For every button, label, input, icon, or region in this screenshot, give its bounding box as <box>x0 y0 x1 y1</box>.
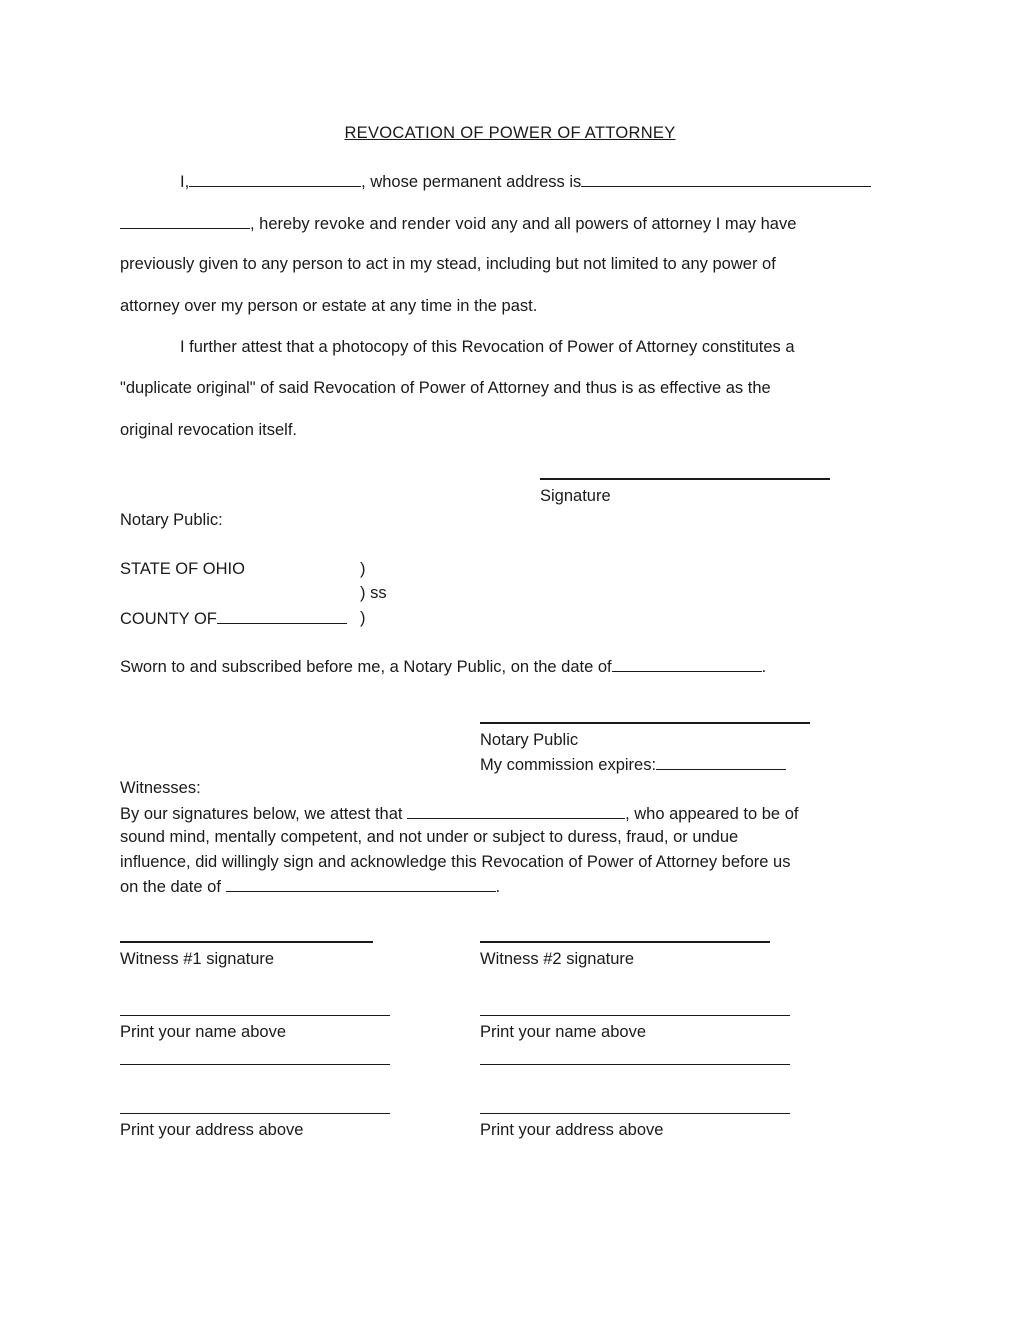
witness1-signature-label: Witness #1 signature <box>120 950 275 968</box>
witness1-address-line-2[interactable] <box>120 1113 390 1114</box>
para1-i-text: I, <box>180 173 190 191</box>
sworn-line <box>120 656 766 677</box>
name-blank[interactable] <box>189 171 361 187</box>
principal-name-blank[interactable] <box>407 803 625 819</box>
witness2-name-line[interactable] <box>480 1015 790 1016</box>
venue-paren-ss: ) ss <box>360 584 387 602</box>
signature-label: Signature <box>540 487 611 505</box>
witness2-address-line-1[interactable] <box>480 1064 790 1065</box>
witness2-name-label: Print your name above <box>480 1023 647 1041</box>
para1-rest-text: any and all powers of attorney I may have <box>486 215 797 233</box>
witnesses-line1-start: By our signatures below, we attest that <box>120 805 408 823</box>
witness2-signature-line[interactable] <box>480 941 770 943</box>
witness1-address-label: Print your address above <box>120 1121 304 1139</box>
para2-line1: I further attest that a photocopy of this Revocation of Power of Attorney constitutes a <box>180 338 795 356</box>
notary-heading: Notary Public: <box>120 511 223 529</box>
witnesses-line1 <box>120 803 798 824</box>
county-label: COUNTY OF <box>120 610 217 628</box>
witnesses-line2: sound mind, mentally competent, and not under or subject to duress, fraud, or undue <box>120 828 739 846</box>
para1-line4: attorney over my person or estate at any time in the past. <box>120 297 538 315</box>
commission-label: My commission expires: <box>480 756 657 774</box>
para1-line1 <box>180 171 871 192</box>
para1-whose-text: , whose permanent address is <box>361 173 582 191</box>
witnesses-line4-end: . <box>495 878 501 896</box>
para1-line2 <box>120 213 796 234</box>
sworn-text: Sworn to and subscribed before me, a Notary Public, on the date of <box>120 658 612 676</box>
revoke-text: revoke <box>314 215 365 233</box>
witnesses-heading: Witnesses: <box>120 779 201 797</box>
commission-line <box>480 754 786 775</box>
witness1-name-label: Print your name above <box>120 1023 287 1041</box>
notary-public-label: Notary Public <box>480 731 579 749</box>
document-title: REVOCATION OF POWER OF ATTORNEY <box>344 124 676 142</box>
para2-line3: original revocation itself. <box>120 421 298 439</box>
witness2-address-line-2[interactable] <box>480 1113 790 1114</box>
witness-date-blank[interactable] <box>226 876 496 892</box>
para1-hereby-text: , hereby <box>250 215 315 233</box>
witnesses-line4-start: on the date of <box>120 878 226 896</box>
witness1-address-line-1[interactable] <box>120 1064 390 1065</box>
sworn-date-blank[interactable] <box>612 656 762 672</box>
para1-and-text: and <box>364 215 402 233</box>
address-blank-continued[interactable] <box>120 213 250 229</box>
render-void-text: render void <box>401 215 487 233</box>
address-blank[interactable] <box>581 171 871 187</box>
witness2-address-label: Print your address above <box>480 1121 664 1139</box>
state-label: STATE OF OHIO <box>120 560 245 578</box>
para2-line2: "duplicate original" of said Revocation of Power of Attorney and thus is as effective as the <box>120 379 771 397</box>
signature-line[interactable] <box>540 478 830 480</box>
venue-paren-1: ) <box>360 560 366 578</box>
witness1-name-line[interactable] <box>120 1015 390 1016</box>
witness2-signature-label: Witness #2 signature <box>480 950 635 968</box>
commission-blank[interactable] <box>656 754 786 770</box>
witnesses-line1-end: , who appeared to be of <box>625 805 799 823</box>
notary-signature-line[interactable] <box>480 722 810 724</box>
venue-paren-3: ) <box>360 609 366 627</box>
para1-line3: previously given to any person to act in my stead, including but not limited to any power of <box>120 255 776 273</box>
witnesses-line3: influence, did willingly sign and acknowledge this Revocation of Power of Attorney before us <box>120 853 791 871</box>
sworn-period: . <box>761 658 767 676</box>
witness1-signature-line[interactable] <box>120 941 373 943</box>
county-line <box>120 608 347 629</box>
witnesses-line4 <box>120 876 500 897</box>
county-blank[interactable] <box>217 608 347 624</box>
